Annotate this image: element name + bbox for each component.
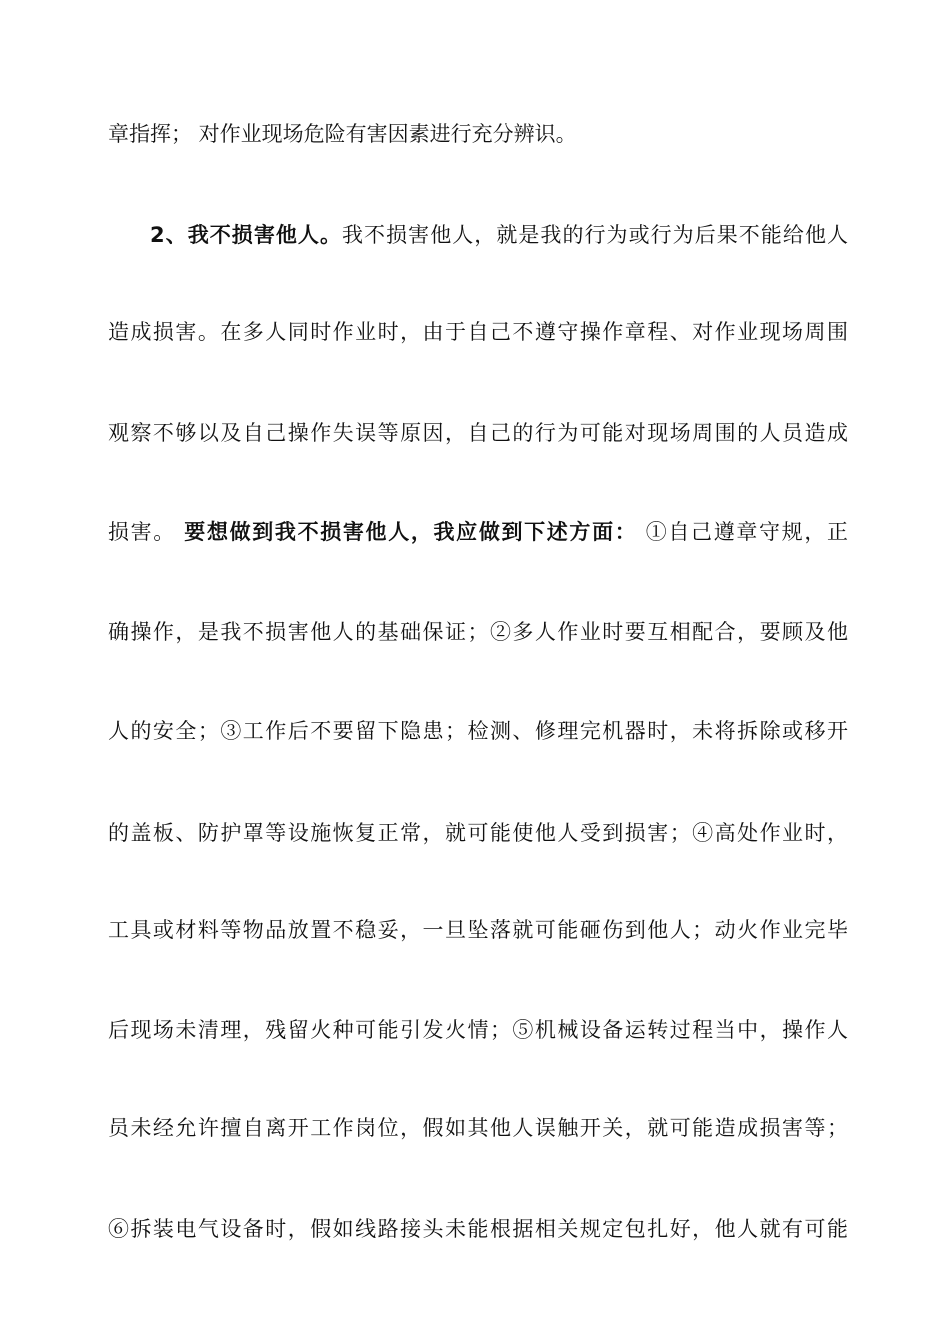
- line-text: 员未经允许擅自离开工作岗位，假如其他人误触开关，就可能造成损害等；: [108, 1116, 848, 1140]
- line-text: 我不损害他人，就是我的行为或行为后果不能给他人: [342, 223, 848, 247]
- text-line-5: [108, 516, 848, 548]
- text-line-10: [108, 1014, 848, 1046]
- line-text: 章指挥； 对作业现场危险有害因素进行充分辨识。: [108, 122, 577, 146]
- text-line-9: [108, 914, 848, 946]
- line-text: 工具或材料等物品放置不稳妥，一旦坠落就可能砸伤到他人；动火作业完毕: [108, 918, 848, 942]
- line-text: 确操作，是我不损害他人的基础保证；②多人作业时要互相配合，要顾及他: [108, 620, 848, 644]
- text-line-7: [108, 715, 848, 747]
- text-line-12: [108, 1213, 848, 1245]
- line-text: 的盖板、防护罩等设施恢复正常，就可能使他人受到损害；④高处作业时，: [108, 821, 848, 845]
- emphasis-text: 要想做到我不损害他人，我应做到下述方面：: [184, 520, 638, 544]
- text-line-8: [108, 817, 848, 849]
- line-text: 造成损害。在多人同时作业时，由于自己不遵守操作章程、对作业现场周围: [108, 320, 848, 344]
- line-text: ①自己遵章守规，正: [637, 520, 848, 544]
- line-text: 人的安全；③工作后不要留下隐患；检测、修理完机器时，未将拆除或移开: [108, 719, 848, 743]
- text-line-4: [108, 417, 848, 449]
- line-text-prefix: 损害。: [108, 520, 185, 544]
- text-line-3: [108, 316, 848, 348]
- section-heading: 2、我不损害他人。: [150, 223, 343, 247]
- line-text: 后现场未清理，残留火种可能引发火情；⑤机械设备运转过程当中，操作人: [108, 1018, 848, 1042]
- text-line-1: [108, 118, 848, 150]
- line-text: ⑥拆装电气设备时，假如线路接头未能根据相关规定包扎好，他人就有可能: [108, 1217, 848, 1241]
- text-line-11: [108, 1112, 848, 1144]
- line-text: 观察不够以及自己操作失误等原因，自己的行为可能对现场周围的人员造成: [108, 421, 848, 445]
- text-line-6: [108, 616, 848, 648]
- text-line-2: [150, 219, 848, 251]
